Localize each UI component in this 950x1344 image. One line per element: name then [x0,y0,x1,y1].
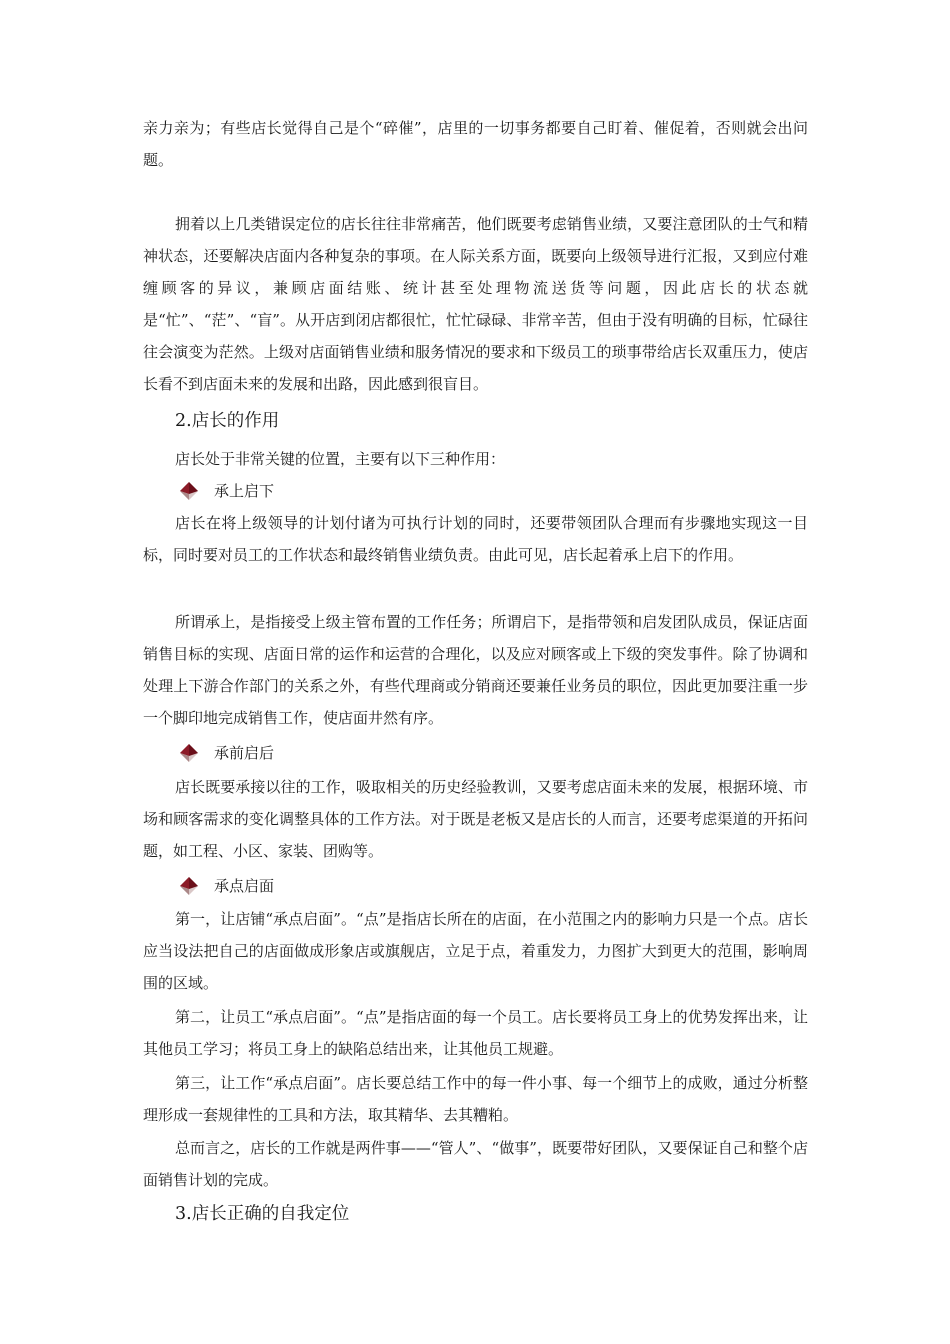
paragraph-text: 亲力亲为；有些店长觉得自己是个“碎催”，店里的一切事务都要自己盯着、催促着，否则就会出问题。 [143,119,808,169]
paragraph-text: 拥着以上几类错误定位的店长往往非常痛苦，他们既要考虑销售业绩，又要注意团队的士气和精神状态，还要解决店面内各种复杂的事项。在人际关系方面，既要向上级领导进行汇报，又到应付难缠顾客的异议，兼顾店面结账、统计甚至处理物流送货等问题，因此店长的状态就是“忙”、“茫”、“盲”。从开店到闭店都很忙，忙忙碌碌、非常辛苦，但由于没有明确的目标，忙碌往往会演变为茫然。上级对店面销售业绩和服务情况的要求和下级员工的琐事带给店长双重压力，使店长看不到店面未来的发展和出路，因此感到很盲目。 [143,215,808,393]
bullet-label: 承点启面 [214,877,275,895]
paragraph-summary [143,1132,808,1196]
bullet-label: 承前启后 [214,744,275,762]
diamond-bullet-icon [178,480,200,502]
paragraph-text: 第三，让工作“承点启面”。店长要总结工作中的每一件小事、每一个细节上的成败，通过分析整理形成一套规律性的工具和方法，取其精华、去其糟粕。 [143,1074,808,1124]
paragraph-mistaken-roles [143,208,808,400]
section-heading-role [143,404,808,438]
paragraph-bullet-1-detail [143,606,808,734]
paragraph-text: 店长处于非常关键的位置，主要有以下三种作用： [175,450,506,468]
paragraph-text: 店长在将上级领导的计划付诸为可执行计划的同时，还要带领团队合理而有步骤地实现这一目标，同时要对员工的工作状态和最终销售业绩负责。由此可见，店长起着承上启下的作用。 [143,514,808,564]
paragraph-bullet-3-first [143,903,808,999]
paragraph-text: 第一，让店铺“承点启面”。“点”是指店长所在的店面，在小范围之内的影响力只是一个点。店长应当设法把自己的店面做成形象店或旗舰店，立足于点，着重发力，力图扩大到更大的范围，影响周围的区域。 [143,910,808,992]
paragraph-text: 总而言之，店长的工作就是两件事——“管人”、“做事”，既要带好团队，又要保证自己和整个店面销售计划的完成。 [143,1139,808,1189]
paragraph-text: 所谓承上，是指接受上级主管布置的工作任务；所谓启下，是指带领和启发团队成员，保证店面销售目标的实现、店面日常的运作和运营的合理化，以及应对顾客或上下级的突发事件。除了协调和处理上下游合作部门的关系之外，有些代理商或分销商还要兼任业务员的职位，因此更加要注重一步一个脚印地完成销售工作，使店面井然有序。 [143,613,808,727]
paragraph-bullet-1 [143,507,808,571]
bullet-item-2 [143,737,808,769]
paragraph-bullet-3-second [143,1001,808,1065]
bullet-label: 承上启下 [214,482,275,500]
paragraph-intro-roles [143,443,808,475]
paragraph-continued [143,112,808,176]
diamond-bullet-icon [178,875,200,897]
section-heading-positioning [143,1197,808,1231]
paragraph-bullet-3-third [143,1067,808,1131]
paragraph-text: 第二，让员工“承点启面”。“点”是指店面的每一个员工。店长要将员工身上的优势发挥出来，让其他员工学习；将员工身上的缺陷总结出来，让其他员工规避。 [143,1008,808,1058]
diamond-bullet-icon [178,742,200,764]
section-heading: 2.店长的作用 [175,411,280,431]
bullet-item-1 [143,475,808,507]
paragraph-text: 店长既要承接以往的工作，吸取相关的历史经验教训，又要考虑店面未来的发展，根据环境、市场和顾客需求的变化调整具体的工作方法。对于既是老板又是店长的人而言，还要考虑渠道的开拓问题，如工程、小区、家装、团购等。 [143,778,808,860]
section-heading: 3.店长正确的自我定位 [175,1204,350,1224]
bullet-item-3 [143,870,808,902]
paragraph-bullet-2 [143,771,808,867]
